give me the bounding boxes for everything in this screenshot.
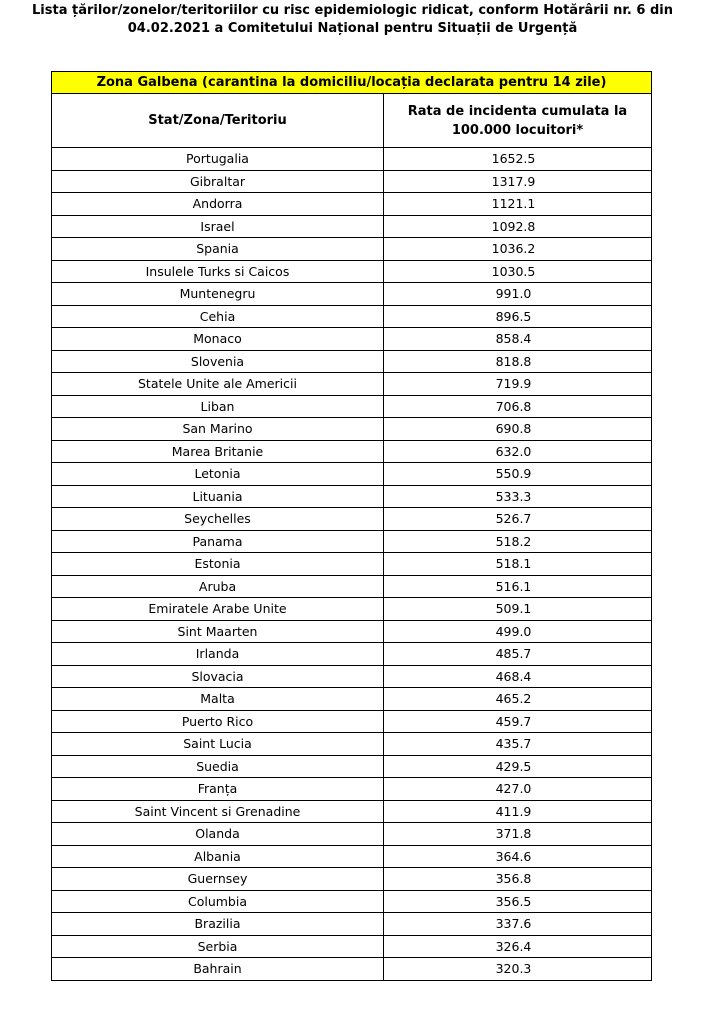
rate-value: 518.1: [495, 556, 532, 572]
rate-value: 364.6: [495, 848, 532, 864]
rate-cell: [384, 845, 652, 868]
country-cell: Slovenia: [52, 350, 384, 373]
country-cell: Irlanda: [52, 643, 384, 666]
rate-value: 991.0: [495, 286, 532, 302]
table-row: [52, 710, 652, 733]
rate-value: 632.0: [495, 443, 532, 459]
rate-value: 320.3: [495, 961, 532, 977]
table-row: [52, 958, 652, 981]
country-cell: Letonia: [52, 463, 384, 486]
rate-value: 1652.5: [491, 151, 536, 167]
table-row: [52, 643, 652, 666]
incidence-table-container: [51, 71, 651, 981]
rate-cell: [384, 665, 652, 688]
rate-cell: [384, 710, 652, 733]
rate-value: 356.5: [495, 893, 532, 909]
rate-cell: [384, 350, 652, 373]
rate-value: 465.2: [495, 691, 532, 707]
country-cell: Spania: [52, 238, 384, 261]
rate-cell: [384, 913, 652, 936]
table-row: [52, 755, 652, 778]
rate-value: 485.7: [495, 646, 532, 662]
table-row: [52, 395, 652, 418]
rate-cell: [384, 238, 652, 261]
rate-cell: [384, 485, 652, 508]
rate-cell: [384, 260, 652, 283]
rate-value: 468.4: [495, 668, 532, 684]
rate-cell: [384, 463, 652, 486]
country-cell: Puerto Rico: [52, 710, 384, 733]
rate-value: 1121.1: [491, 196, 536, 212]
table-row: [52, 328, 652, 351]
zone-label: Zona Galbena (carantina la domiciliu/locația declarata pentru 14 zile): [52, 72, 652, 94]
table-row: [52, 508, 652, 531]
table-row: [52, 620, 652, 643]
rate-value: 690.8: [495, 421, 532, 437]
rate-cell: [384, 508, 652, 531]
country-cell: Albania: [52, 845, 384, 868]
table-row: [52, 238, 652, 261]
country-cell: Andorra: [52, 193, 384, 216]
rate-value: 550.9: [495, 466, 532, 482]
rate-value: 1092.8: [491, 218, 536, 234]
rate-cell: [384, 305, 652, 328]
country-cell: Guernsey: [52, 868, 384, 891]
table-row: [52, 868, 652, 891]
rate-cell: [384, 215, 652, 238]
rate-cell: [384, 778, 652, 801]
country-cell: Cehia: [52, 305, 384, 328]
rate-value: 518.2: [495, 533, 532, 549]
rate-cell: [384, 643, 652, 666]
country-cell: Panama: [52, 530, 384, 553]
country-cell: Statele Unite ale Americii: [52, 373, 384, 396]
table-row: [52, 215, 652, 238]
table-row: [52, 418, 652, 441]
country-cell: Gibraltar: [52, 170, 384, 193]
table-body: [52, 148, 652, 981]
rate-cell: [384, 800, 652, 823]
incidence-table: [51, 71, 652, 981]
country-cell: Olanda: [52, 823, 384, 846]
rate-cell: [384, 890, 652, 913]
rate-value: 526.7: [495, 511, 532, 527]
rate-cell: [384, 148, 652, 171]
country-cell: Seychelles: [52, 508, 384, 531]
country-cell: Columbia: [52, 890, 384, 913]
rate-cell: [384, 395, 652, 418]
country-cell: Brazilia: [52, 913, 384, 936]
country-cell: Muntenegru: [52, 283, 384, 306]
table-row: [52, 688, 652, 711]
rate-value: 719.9: [495, 376, 532, 392]
table-row: [52, 530, 652, 553]
rate-value: 459.7: [495, 713, 532, 729]
rate-cell: [384, 733, 652, 756]
table-row: [52, 823, 652, 846]
title-line-1: Lista țărilor/zonelor/teritoriilor cu risc epidemiologic ridicat, conform Hotărârii nr. 6 din: [32, 3, 673, 18]
document-title: [0, 2, 705, 38]
country-cell: Suedia: [52, 755, 384, 778]
table-row: [52, 305, 652, 328]
country-cell: Saint Lucia: [52, 733, 384, 756]
rate-cell: [384, 958, 652, 981]
rate-value: 1036.2: [491, 241, 536, 257]
rate-cell: [384, 283, 652, 306]
rate-value: 516.1: [495, 578, 532, 594]
rate-value: 509.1: [495, 601, 532, 617]
rate-cell: [384, 823, 652, 846]
table-row: [52, 485, 652, 508]
rate-value: 818.8: [495, 353, 532, 369]
rate-cell: [384, 575, 652, 598]
table-row: [52, 935, 652, 958]
rate-cell: [384, 170, 652, 193]
table-row: [52, 440, 652, 463]
rate-cell: [384, 193, 652, 216]
table-row: [52, 890, 652, 913]
rate-value: 371.8: [495, 826, 532, 842]
country-cell: Slovacia: [52, 665, 384, 688]
country-cell: Insulele Turks si Caicos: [52, 260, 384, 283]
country-cell: Franța: [52, 778, 384, 801]
country-cell: Aruba: [52, 575, 384, 598]
rate-cell: [384, 440, 652, 463]
table-row: [52, 350, 652, 373]
rate-cell: [384, 328, 652, 351]
table-row: [52, 845, 652, 868]
country-cell: Serbia: [52, 935, 384, 958]
country-cell: Sint Maarten: [52, 620, 384, 643]
rate-value: 1030.5: [491, 263, 536, 279]
table-row: [52, 665, 652, 688]
country-cell: Liban: [52, 395, 384, 418]
country-cell: Estonia: [52, 553, 384, 576]
table-row: [52, 800, 652, 823]
rate-cell: [384, 530, 652, 553]
title-line-2: 04.02.2021 a Comitetului Național pentru Situații de Urgență: [127, 21, 578, 36]
country-cell: Israel: [52, 215, 384, 238]
rate-value: 429.5: [495, 758, 532, 774]
rate-value: 706.8: [495, 398, 532, 414]
column-header-rate-line1: Rata de incidenta cumulata la: [407, 103, 628, 119]
rate-cell: [384, 373, 652, 396]
rate-cell: [384, 598, 652, 621]
table-row: [52, 170, 652, 193]
table-row: [52, 148, 652, 171]
rate-value: 1317.9: [491, 173, 536, 189]
rate-value: 533.3: [495, 488, 532, 504]
rate-value: 356.8: [495, 871, 532, 887]
table-row: [52, 913, 652, 936]
country-cell: San Marino: [52, 418, 384, 441]
table-row: [52, 575, 652, 598]
column-header-rate: [384, 94, 652, 148]
rate-cell: [384, 935, 652, 958]
table-row: [52, 193, 652, 216]
table-row: [52, 598, 652, 621]
rate-value: 337.6: [495, 916, 532, 932]
country-cell: Emiratele Arabe Unite: [52, 598, 384, 621]
rate-cell: [384, 868, 652, 891]
rate-cell: [384, 418, 652, 441]
zone-header-row: [52, 72, 652, 94]
rate-value: 411.9: [495, 803, 532, 819]
table-row: [52, 733, 652, 756]
table-row: [52, 373, 652, 396]
rate-value: 435.7: [495, 736, 532, 752]
column-header-rate-line2: 100.000 locuitori*: [451, 122, 584, 138]
country-cell: Bahrain: [52, 958, 384, 981]
table-row: [52, 260, 652, 283]
rate-cell: [384, 755, 652, 778]
rate-cell: [384, 553, 652, 576]
rate-value: 427.0: [495, 781, 532, 797]
country-cell: Monaco: [52, 328, 384, 351]
table-row: [52, 283, 652, 306]
rate-cell: [384, 688, 652, 711]
rate-value: 326.4: [495, 938, 532, 954]
rate-value: 499.0: [495, 623, 532, 639]
column-header-row: [52, 94, 652, 148]
country-cell: Portugalia: [52, 148, 384, 171]
table-row: [52, 778, 652, 801]
table-row: [52, 463, 652, 486]
rate-value: 858.4: [495, 331, 532, 347]
country-cell: Marea Britanie: [52, 440, 384, 463]
column-header-country: Stat/Zona/Teritoriu: [52, 94, 384, 148]
table-row: [52, 553, 652, 576]
rate-cell: [384, 620, 652, 643]
country-cell: Saint Vincent si Grenadine: [52, 800, 384, 823]
country-cell: Lituania: [52, 485, 384, 508]
country-cell: Malta: [52, 688, 384, 711]
rate-value: 896.5: [495, 308, 532, 324]
